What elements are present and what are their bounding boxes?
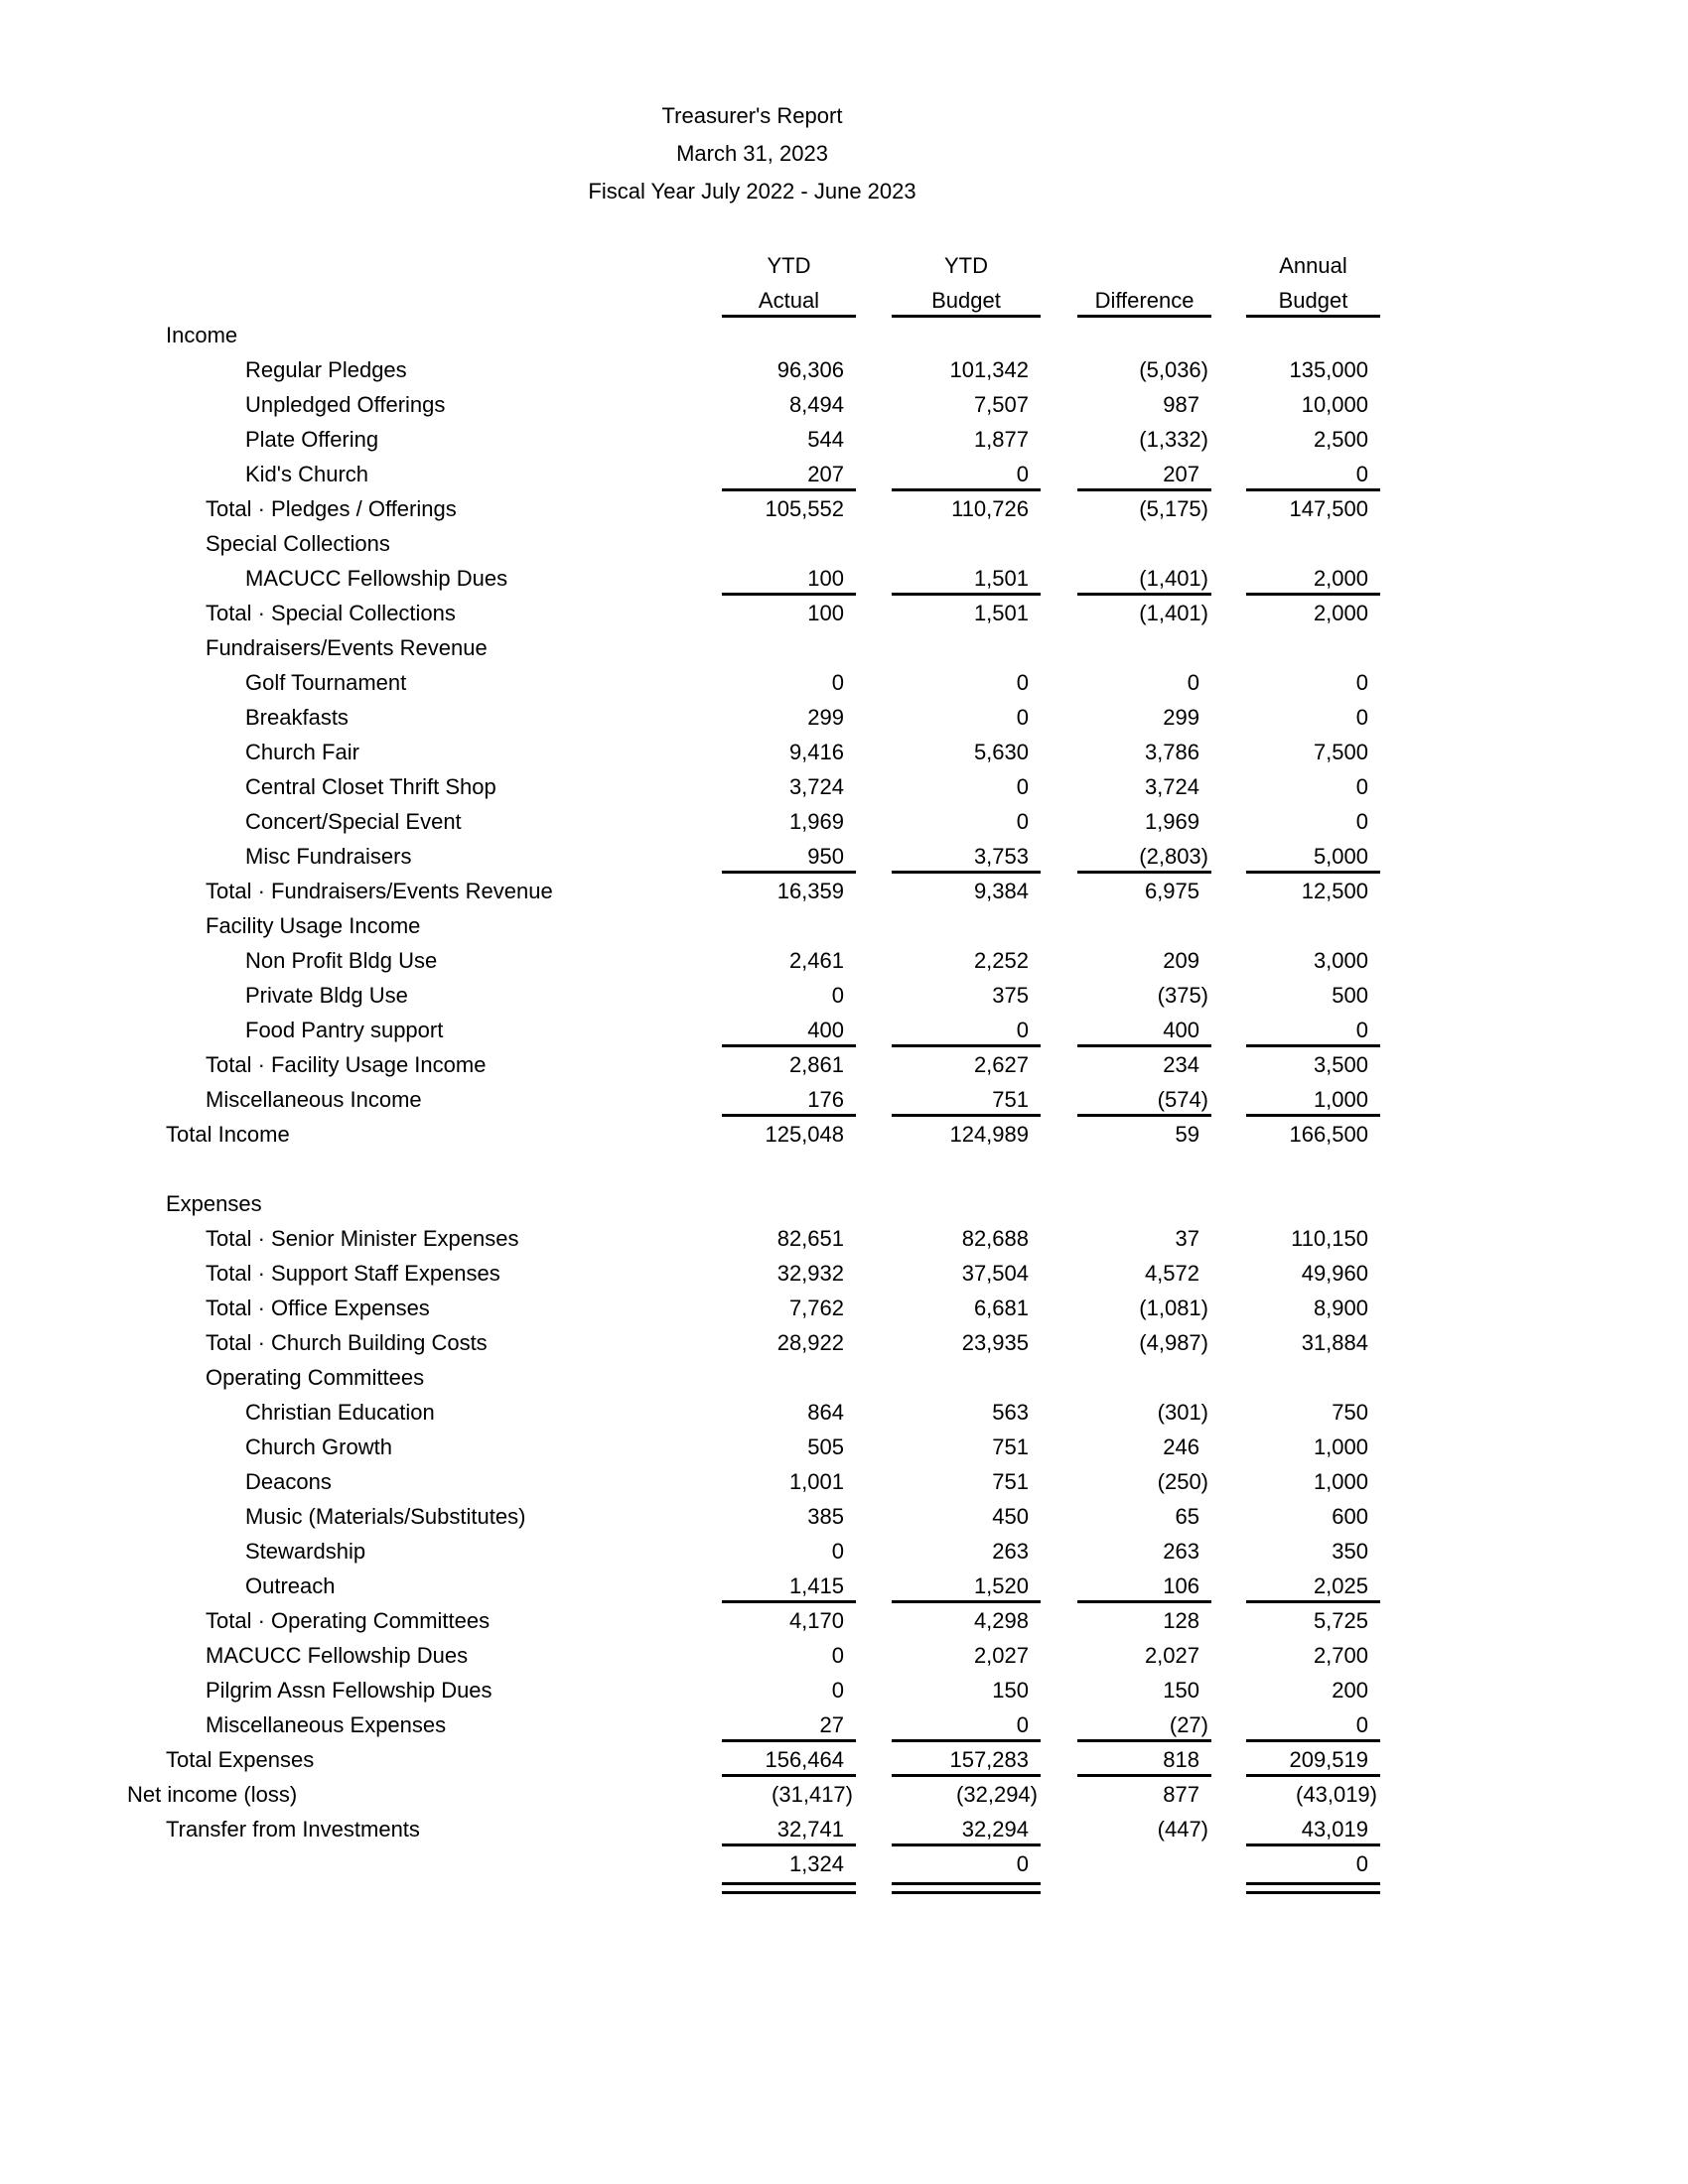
cell-ytd-budget: 0 xyxy=(1016,774,1029,799)
table-row xyxy=(0,1082,1688,1117)
cell-difference: 818 xyxy=(1077,1742,1211,1777)
cell-ytd-budget: 1,501 xyxy=(892,561,1041,596)
cell-ytd-budget: 1,520 xyxy=(892,1569,1041,1603)
cell-annual-budget: 10,000 xyxy=(1301,392,1368,417)
cell-difference: (1,081) xyxy=(1139,1296,1208,1320)
table-row xyxy=(0,1777,1688,1812)
cell-ytd-actual: 385 xyxy=(807,1504,844,1529)
table-row xyxy=(0,665,1688,700)
cell-difference: (301) xyxy=(1157,1400,1208,1425)
table-row xyxy=(0,1325,1688,1360)
cell-ytd-actual: 82,651 xyxy=(776,1226,844,1251)
cell-annual-budget: 2,000 xyxy=(1246,561,1380,596)
cell-ytd-budget: 2,627 xyxy=(973,1052,1029,1077)
cell-ytd-actual: 950 xyxy=(722,839,856,874)
table-row xyxy=(0,1846,1688,1881)
cell-ytd-budget: 263 xyxy=(992,1539,1029,1564)
cell-annual-budget: 3,500 xyxy=(1313,1052,1368,1077)
cell-annual-budget: 12,500 xyxy=(1301,879,1368,903)
cell-annual-budget: 1,000 xyxy=(1313,1469,1368,1494)
cell-ytd-budget: 0 xyxy=(1016,809,1029,834)
cell-annual-budget: 2,000 xyxy=(1313,601,1368,625)
cell-difference: (5,175) xyxy=(1139,496,1208,521)
cell-difference: 6,975 xyxy=(1144,879,1199,903)
cell-ytd-actual: 100 xyxy=(807,601,844,625)
header-ytd-budget-2: Budget xyxy=(892,283,1041,318)
row-label: MACUCC Fellowship Dues xyxy=(245,566,508,591)
cell-ytd-budget: 6,681 xyxy=(973,1296,1029,1320)
cell-ytd-actual: 0 xyxy=(831,983,844,1008)
double-underline xyxy=(722,1882,856,1894)
double-underline xyxy=(892,1882,1041,1894)
cell-difference: 1,969 xyxy=(1144,809,1199,834)
cell-annual-budget: 0 xyxy=(1355,670,1368,695)
cell-annual-budget: 135,000 xyxy=(1289,357,1368,382)
table-row xyxy=(0,1569,1688,1603)
table-row xyxy=(0,874,1688,908)
table-row xyxy=(0,1291,1688,1325)
cell-difference: 234 xyxy=(1163,1052,1199,1077)
cell-ytd-actual: 299 xyxy=(807,705,844,730)
cell-difference: 246 xyxy=(1163,1434,1199,1459)
section-row xyxy=(0,908,1688,943)
report-header xyxy=(124,97,1380,210)
cell-ytd-actual: 2,461 xyxy=(788,948,844,973)
cell-difference: 0 xyxy=(1187,670,1199,695)
cell-ytd-actual: 2,861 xyxy=(788,1052,844,1077)
cell-ytd-budget: 0 xyxy=(892,457,1041,491)
row-label: Operating Committees xyxy=(206,1365,425,1390)
row-label: Total · Pledges / Offerings xyxy=(206,496,457,521)
cell-ytd-budget: 124,989 xyxy=(949,1122,1029,1147)
cell-ytd-actual: 1,324 xyxy=(788,1851,844,1876)
cell-ytd-actual: 0 xyxy=(831,1643,844,1668)
row-label: Total · Office Expenses xyxy=(206,1296,430,1320)
table-row xyxy=(0,1430,1688,1464)
row-label: Special Collections xyxy=(206,531,390,556)
cell-ytd-actual: 9,416 xyxy=(788,740,844,764)
row-label: Food Pantry support xyxy=(245,1018,444,1042)
table-row xyxy=(0,491,1688,526)
cell-annual-budget: 8,900 xyxy=(1313,1296,1368,1320)
cell-difference: (375) xyxy=(1157,983,1208,1008)
cell-difference: 207 xyxy=(1077,457,1211,491)
header-annual-budget-1: Annual xyxy=(1279,253,1347,278)
cell-ytd-actual: 16,359 xyxy=(776,879,844,903)
table-row xyxy=(0,769,1688,804)
cell-ytd-actual: 27 xyxy=(722,1707,856,1742)
cell-ytd-actual: 544 xyxy=(807,427,844,452)
cell-ytd-budget: 0 xyxy=(1016,1851,1029,1876)
cell-ytd-actual: 505 xyxy=(807,1434,844,1459)
cell-difference: 3,786 xyxy=(1144,740,1199,764)
table-row xyxy=(0,596,1688,630)
cell-difference: 263 xyxy=(1163,1539,1199,1564)
report-title: Treasurer's Report xyxy=(661,103,843,128)
cell-annual-budget: 209,519 xyxy=(1246,1742,1380,1777)
cell-difference: (4,987) xyxy=(1139,1330,1208,1355)
cell-difference: (1,401) xyxy=(1077,561,1211,596)
cell-difference: 4,572 xyxy=(1144,1261,1199,1286)
cell-ytd-budget: (32,294) xyxy=(956,1782,1038,1807)
cell-ytd-actual: 105,552 xyxy=(765,496,844,521)
cell-annual-budget: 2,500 xyxy=(1313,427,1368,452)
table-row xyxy=(0,1707,1688,1742)
cell-annual-budget: (43,019) xyxy=(1296,1782,1377,1807)
table-row xyxy=(0,1534,1688,1569)
spacer-row xyxy=(0,1152,1688,1186)
cell-ytd-actual: 1,415 xyxy=(722,1569,856,1603)
cell-annual-budget: 0 xyxy=(1246,457,1380,491)
column-headers-line2 xyxy=(0,283,1688,318)
cell-annual-budget: 200 xyxy=(1332,1678,1368,1703)
cell-annual-budget: 0 xyxy=(1355,705,1368,730)
header-ytd-actual-2: Actual xyxy=(722,283,856,318)
header-ytd-actual-1: YTD xyxy=(767,253,811,278)
table-row xyxy=(0,352,1688,387)
cell-ytd-actual: 96,306 xyxy=(776,357,844,382)
cell-ytd-budget: 32,294 xyxy=(892,1812,1041,1846)
row-label: Concert/Special Event xyxy=(245,809,462,834)
cell-ytd-budget: 101,342 xyxy=(949,357,1029,382)
cell-annual-budget: 2,025 xyxy=(1246,1569,1380,1603)
cell-ytd-actual: 0 xyxy=(831,1678,844,1703)
row-label: Transfer from Investments xyxy=(166,1817,420,1842)
row-label: Miscellaneous Income xyxy=(206,1087,422,1112)
cell-difference: (5,036) xyxy=(1139,357,1208,382)
cell-annual-budget: 5,000 xyxy=(1246,839,1380,874)
cell-annual-budget: 0 xyxy=(1246,1707,1380,1742)
cell-ytd-budget: 375 xyxy=(992,983,1029,1008)
cell-difference: 106 xyxy=(1077,1569,1211,1603)
cell-ytd-actual: 864 xyxy=(807,1400,844,1425)
cell-difference: (447) xyxy=(1157,1817,1208,1842)
cell-ytd-actual: 0 xyxy=(831,1539,844,1564)
row-label: Private Bldg Use xyxy=(245,983,408,1008)
row-label: Total · Support Staff Expenses xyxy=(206,1261,500,1286)
table-row xyxy=(0,1464,1688,1499)
cell-ytd-budget: 2,252 xyxy=(973,948,1029,973)
section-row xyxy=(0,526,1688,561)
table-row xyxy=(0,735,1688,769)
cell-ytd-budget: 37,504 xyxy=(961,1261,1029,1286)
cell-ytd-actual: 176 xyxy=(722,1082,856,1117)
cell-annual-budget: 49,960 xyxy=(1301,1261,1368,1286)
cell-ytd-budget: 0 xyxy=(1016,670,1029,695)
double-rule-row xyxy=(0,1881,1688,1895)
cell-difference: 400 xyxy=(1077,1013,1211,1047)
row-label: MACUCC Fellowship Dues xyxy=(206,1643,469,1668)
cell-annual-budget: 5,725 xyxy=(1313,1608,1368,1633)
cell-difference: 37 xyxy=(1175,1226,1199,1251)
cell-ytd-budget: 110,726 xyxy=(951,496,1029,521)
cell-difference: 2,027 xyxy=(1144,1643,1199,1668)
row-label: Church Fair xyxy=(245,740,359,764)
cell-annual-budget: 1,000 xyxy=(1313,1434,1368,1459)
table-row xyxy=(0,1395,1688,1430)
cell-ytd-budget: 9,384 xyxy=(973,879,1029,903)
row-label: Church Growth xyxy=(245,1434,392,1459)
cell-ytd-actual: 125,048 xyxy=(765,1122,844,1147)
report-table xyxy=(0,318,1688,1895)
header-ytd-budget-1: YTD xyxy=(944,253,988,278)
cell-ytd-actual: (31,417) xyxy=(772,1782,853,1807)
cell-ytd-actual: 207 xyxy=(722,457,856,491)
table-row xyxy=(0,978,1688,1013)
cell-annual-budget: 7,500 xyxy=(1313,740,1368,764)
cell-annual-budget: 0 xyxy=(1246,1013,1380,1047)
row-label: Miscellaneous Expenses xyxy=(206,1712,447,1737)
cell-annual-budget: 0 xyxy=(1355,809,1368,834)
row-label: Golf Tournament xyxy=(245,670,407,695)
table-row xyxy=(0,804,1688,839)
cell-ytd-actual: 100 xyxy=(722,561,856,596)
table-row xyxy=(0,1013,1688,1047)
row-label: Total Expenses xyxy=(166,1747,315,1772)
cell-difference: 128 xyxy=(1163,1608,1199,1633)
table-row xyxy=(0,457,1688,491)
table-row xyxy=(0,1117,1688,1152)
cell-ytd-budget: 5,630 xyxy=(973,740,1029,764)
cell-difference: (27) xyxy=(1077,1707,1211,1742)
row-label: Pilgrim Assn Fellowship Dues xyxy=(206,1678,492,1703)
cell-ytd-actual: 400 xyxy=(722,1013,856,1047)
cell-annual-budget: 350 xyxy=(1332,1539,1368,1564)
cell-ytd-budget: 157,283 xyxy=(892,1742,1041,1777)
row-label: Music (Materials/Substitutes) xyxy=(245,1504,526,1529)
table-row xyxy=(0,700,1688,735)
row-label: Plate Offering xyxy=(245,427,379,452)
cell-annual-budget: 110,150 xyxy=(1291,1226,1368,1251)
cell-difference: 987 xyxy=(1163,392,1199,417)
header-difference: Difference xyxy=(1077,283,1211,318)
cell-annual-budget: 0 xyxy=(1355,1851,1368,1876)
section-row xyxy=(0,1186,1688,1221)
cell-ytd-budget: 751 xyxy=(992,1469,1029,1494)
cell-ytd-actual: 4,170 xyxy=(788,1608,844,1633)
cell-ytd-budget: 450 xyxy=(992,1504,1029,1529)
cell-annual-budget: 166,500 xyxy=(1289,1122,1368,1147)
table-row xyxy=(0,561,1688,596)
cell-annual-budget: 31,884 xyxy=(1301,1330,1368,1355)
section-row xyxy=(0,630,1688,665)
cell-difference: 877 xyxy=(1163,1782,1199,1807)
table-row xyxy=(0,839,1688,874)
cell-difference: (574) xyxy=(1077,1082,1211,1117)
cell-ytd-budget: 563 xyxy=(992,1400,1029,1425)
cell-annual-budget: 750 xyxy=(1332,1400,1368,1425)
row-label: Net income (loss) xyxy=(127,1782,298,1807)
row-label: Expenses xyxy=(166,1191,262,1216)
table-row xyxy=(0,1603,1688,1638)
row-label: Kid's Church xyxy=(245,462,369,486)
cell-ytd-actual: 1,001 xyxy=(788,1469,844,1494)
cell-ytd-actual: 3,724 xyxy=(788,774,844,799)
row-label: Outreach xyxy=(245,1573,336,1598)
cell-difference: 299 xyxy=(1163,705,1199,730)
cell-annual-budget: 3,000 xyxy=(1313,948,1368,973)
row-label: Total · Fundraisers/Events Revenue xyxy=(206,879,553,903)
row-label: Breakfasts xyxy=(245,705,349,730)
cell-ytd-budget: 1,501 xyxy=(973,601,1029,625)
table-row xyxy=(0,1499,1688,1534)
cell-ytd-actual: 32,741 xyxy=(722,1812,856,1846)
cell-ytd-actual: 8,494 xyxy=(788,392,844,417)
cell-ytd-budget: 0 xyxy=(1016,705,1029,730)
row-label: Total · Senior Minister Expenses xyxy=(206,1226,519,1251)
table-row xyxy=(0,387,1688,422)
cell-difference: 150 xyxy=(1163,1678,1199,1703)
row-label: Deacons xyxy=(245,1469,332,1494)
cell-difference: 59 xyxy=(1175,1122,1199,1147)
cell-ytd-budget: 3,753 xyxy=(892,839,1041,874)
cell-annual-budget: 1,000 xyxy=(1246,1082,1380,1117)
table-row xyxy=(0,422,1688,457)
table-row xyxy=(0,943,1688,978)
report-date: March 31, 2023 xyxy=(676,141,828,166)
cell-ytd-actual: 7,762 xyxy=(788,1296,844,1320)
cell-ytd-budget: 1,877 xyxy=(973,427,1029,452)
cell-ytd-actual: 32,932 xyxy=(776,1261,844,1286)
row-label: Income xyxy=(166,323,238,347)
cell-annual-budget: 500 xyxy=(1332,983,1368,1008)
cell-difference: 209 xyxy=(1163,948,1199,973)
table-row xyxy=(0,1673,1688,1707)
row-label: Central Closet Thrift Shop xyxy=(245,774,496,799)
row-label: Christian Education xyxy=(245,1400,435,1425)
row-label: Total · Facility Usage Income xyxy=(206,1052,487,1077)
table-row xyxy=(0,1812,1688,1846)
cell-ytd-budget: 751 xyxy=(992,1434,1029,1459)
header-annual-budget-2: Budget xyxy=(1246,283,1380,318)
report-table-container xyxy=(0,248,1688,1895)
row-label: Facility Usage Income xyxy=(206,913,421,938)
table-row xyxy=(0,1256,1688,1291)
cell-difference: 65 xyxy=(1175,1504,1199,1529)
row-label: Total · Church Building Costs xyxy=(206,1330,488,1355)
section-row xyxy=(0,1360,1688,1395)
cell-ytd-budget: 150 xyxy=(992,1678,1029,1703)
cell-ytd-budget: 7,507 xyxy=(973,392,1029,417)
row-label: Non Profit Bldg Use xyxy=(245,948,438,973)
table-row xyxy=(0,1742,1688,1777)
table-row xyxy=(0,1047,1688,1082)
row-label: Total Income xyxy=(166,1122,290,1147)
row-label: Stewardship xyxy=(245,1539,366,1564)
cell-ytd-actual: 1,969 xyxy=(788,809,844,834)
row-label: Unpledged Offerings xyxy=(245,392,446,417)
cell-ytd-actual: 28,922 xyxy=(776,1330,844,1355)
double-underline xyxy=(1246,1882,1380,1894)
row-label: Misc Fundraisers xyxy=(245,844,412,869)
row-label: Fundraisers/Events Revenue xyxy=(206,635,488,660)
table-row xyxy=(0,1221,1688,1256)
row-label: Total · Operating Committees xyxy=(206,1608,491,1633)
section-row xyxy=(0,318,1688,352)
column-headers-line1 xyxy=(0,248,1688,283)
cell-difference: (1,332) xyxy=(1139,427,1208,452)
cell-annual-budget: 0 xyxy=(1355,774,1368,799)
cell-difference: (1,401) xyxy=(1139,601,1208,625)
cell-difference: (2,803) xyxy=(1077,839,1211,874)
cell-difference: (250) xyxy=(1157,1469,1208,1494)
cell-ytd-budget: 23,935 xyxy=(961,1330,1029,1355)
table-row xyxy=(0,1638,1688,1673)
report-fiscal-year: Fiscal Year July 2022 - June 2023 xyxy=(588,179,916,204)
cell-annual-budget: 43,019 xyxy=(1246,1812,1380,1846)
cell-annual-budget: 600 xyxy=(1332,1504,1368,1529)
row-label: Regular Pledges xyxy=(245,357,407,382)
cell-ytd-budget: 2,027 xyxy=(973,1643,1029,1668)
cell-annual-budget: 2,700 xyxy=(1313,1643,1368,1668)
cell-ytd-budget: 0 xyxy=(892,1013,1041,1047)
cell-ytd-budget: 751 xyxy=(892,1082,1041,1117)
row-label: Total · Special Collections xyxy=(206,601,456,625)
cell-ytd-budget: 82,688 xyxy=(961,1226,1029,1251)
cell-ytd-actual: 156,464 xyxy=(722,1742,856,1777)
cell-ytd-budget: 4,298 xyxy=(973,1608,1029,1633)
cell-ytd-budget: 0 xyxy=(892,1707,1041,1742)
cell-difference: 3,724 xyxy=(1144,774,1199,799)
cell-annual-budget: 147,500 xyxy=(1289,496,1368,521)
cell-ytd-actual: 0 xyxy=(831,670,844,695)
